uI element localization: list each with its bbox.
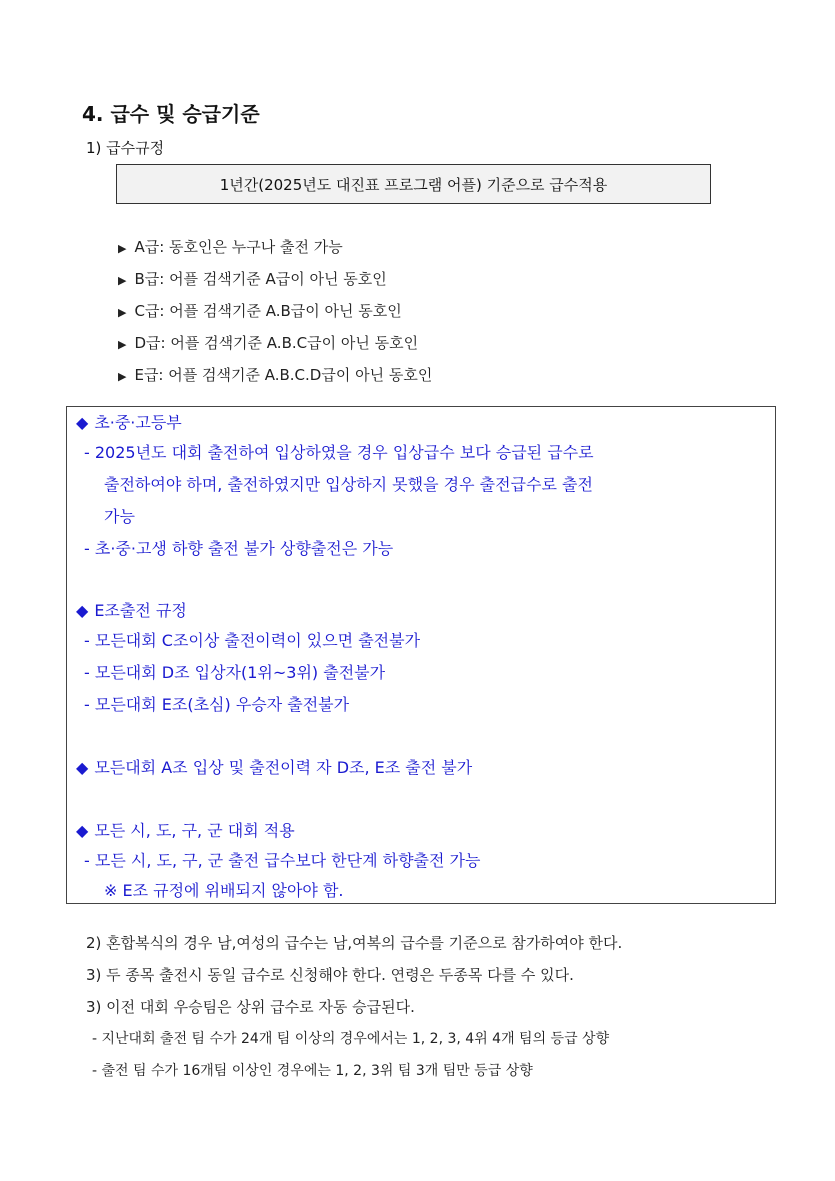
- note-line: 3) 이전 대회 우승팀은 상위 급수로 자동 승급된다.: [86, 998, 415, 1016]
- triangle-bullet-icon: ▶: [118, 306, 127, 319]
- diamond-bullet-icon: ◆: [76, 821, 89, 840]
- note-line: 3) 두 종목 출전시 동일 급수로 신청해야 한다. 연령은 두종목 다를 수 있다.: [86, 966, 574, 984]
- triangle-bullet-icon: ▶: [118, 370, 127, 383]
- triangle-bullet-icon: ▶: [118, 338, 127, 351]
- e-rule-line: - 모든대회 D조 입상자(1위~3위) 출전불가: [84, 663, 386, 682]
- diamond-bullet-icon: ◆: [76, 601, 89, 620]
- basis-text: 1년간(2025년도 대진표 프로그램 어플) 기준으로 급수적용: [219, 175, 608, 194]
- note-line: 2) 혼합복식의 경우 남,여성의 급수는 남,여복의 급수를 기준으로 참가하여야 한다.: [86, 934, 623, 952]
- city-title: ◆ 모든 시, 도, 구, 군 대회 적용: [76, 821, 295, 840]
- note-line: - 출전 팀 수가 16개팀 이상인 경우에는 1, 2, 3위 팀 3개 팀만 등급 상향: [92, 1063, 533, 1079]
- e-rule-line: - 모든대회 C조이상 출전이력이 있으면 출전불가: [84, 631, 421, 650]
- e-rule-line: - 모든대회 E조(초심) 우승자 출전불가: [84, 695, 350, 714]
- rule-heading: 1) 급수규정: [86, 139, 165, 157]
- city-line: - 모든 시, 도, 구, 군 출전 급수보다 한단계 하향출전 가능: [84, 851, 481, 870]
- youth-line: - 초·중·고생 하향 출전 불가 상향출전은 가능: [84, 539, 394, 558]
- a-rule: ◆ 모든대회 A조 입상 및 출전이력 자 D조, E조 출전 불가: [76, 758, 473, 777]
- grade-item: ▶ B급: 어플 검색기준 A급이 아닌 동호인: [118, 270, 387, 288]
- e-rule-title: ◆ E조출전 규정: [76, 601, 187, 620]
- diamond-bullet-icon: ◆: [76, 413, 89, 432]
- note-line: - 지난대회 출전 팀 수가 24개 팀 이상의 경우에서는 1, 2, 3, 4위 4개 팀의 등급 상향: [92, 1031, 610, 1047]
- section-title: 4. 급수 및 승급기준: [82, 102, 260, 126]
- basis-box: [116, 164, 711, 204]
- triangle-bullet-icon: ▶: [118, 242, 127, 255]
- grade-item: ▶ C급: 어플 검색기준 A.B급이 아닌 동호인: [118, 302, 402, 320]
- grade-item: ▶ E급: 어플 검색기준 A.B.C.D급이 아닌 동호인: [118, 366, 433, 384]
- youth-line: 출전하여야 하며, 출전하였지만 입상하지 못했을 경우 출전급수로 출전: [104, 475, 593, 494]
- youth-line: 가능: [104, 507, 135, 526]
- grade-item: ▶ A급: 동호인은 누구나 출전 가능: [118, 238, 343, 256]
- grade-item: ▶ D급: 어플 검색기준 A.B.C급이 아닌 동호인: [118, 334, 419, 352]
- diamond-bullet-icon: ◆: [76, 758, 89, 777]
- youth-title: ◆ 초·중·고등부: [76, 413, 182, 432]
- youth-line: - 2025년도 대회 출전하여 입상하였을 경우 입상급수 보다 승급된 급수로: [84, 443, 594, 462]
- city-note: ※ E조 규정에 위배되지 않아야 함.: [104, 881, 344, 900]
- triangle-bullet-icon: ▶: [118, 274, 127, 287]
